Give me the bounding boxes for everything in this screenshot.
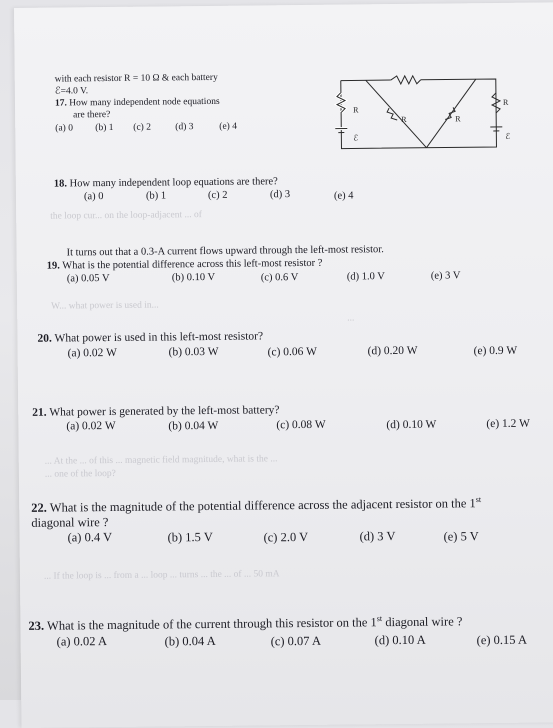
ghost-text: W... what power is used in... xyxy=(51,302,159,313)
superscript: st xyxy=(377,614,383,623)
q17-option-a[interactable]: (a) 0 xyxy=(55,124,73,134)
q20-option-a[interactable]: (a) 0.02 W xyxy=(68,348,117,360)
q18-option-e[interactable]: (e) 4 xyxy=(334,191,354,202)
q18-option-a[interactable]: (a) 0 xyxy=(84,192,104,203)
ghost-text: ... At the ... of this ... magnetic field magnitude, what is the ... xyxy=(45,455,278,467)
ghost-text: the loop cur... on the loop-adjacent ... of xyxy=(50,211,202,222)
question-number: 19. xyxy=(47,261,60,272)
ghost-text: ... one of the loop? xyxy=(45,470,116,480)
question-17-cont: are there? xyxy=(73,111,110,121)
q22-option-e[interactable]: (e) 5 V xyxy=(443,530,478,543)
q21-option-d[interactable]: (d) 0.10 W xyxy=(386,420,436,432)
superscript: st xyxy=(476,495,482,504)
question-18 xyxy=(54,177,278,190)
q22-option-b[interactable]: (b) 1.5 V xyxy=(167,531,212,544)
q17-option-d[interactable]: (d) 3 xyxy=(175,123,193,133)
q22-option-a[interactable]: (a) 0.4 V xyxy=(67,531,112,544)
q21-option-c[interactable]: (c) 0.08 W xyxy=(276,420,325,432)
q19-option-c[interactable]: (c) 0.6 V xyxy=(261,273,299,284)
label-e-left: ℰ xyxy=(353,133,358,142)
q17-option-c[interactable]: (c) 2 xyxy=(133,124,151,134)
q21-option-a[interactable]: (a) 0.02 W xyxy=(66,421,115,433)
q18-option-b[interactable]: (b) 1 xyxy=(146,191,166,202)
exam-page xyxy=(14,2,553,728)
circuit-diagram xyxy=(331,69,522,161)
question-17 xyxy=(55,98,220,109)
question-text-cont: diagonal wire ? xyxy=(385,614,462,629)
question-text: How many independent node equations xyxy=(69,97,219,109)
question-22 xyxy=(31,497,481,514)
q19-option-e[interactable]: (e) 3 V xyxy=(431,271,461,282)
q19-option-d[interactable]: (d) 1.0 V xyxy=(347,272,385,283)
question-text: What is the magnitude of the potential difference across the adjacent resistor on the 1 xyxy=(50,496,476,514)
q22-option-d[interactable]: (d) 3 V xyxy=(359,530,395,543)
label-r-diag-right: R xyxy=(455,114,461,123)
label-r-left: R xyxy=(353,105,359,114)
question-text: How many independent loop equations are there? xyxy=(70,176,278,189)
q23-option-d[interactable]: (d) 0.10 A xyxy=(375,634,426,647)
q22-option-c[interactable]: (c) 2.0 V xyxy=(263,531,308,544)
q20-option-b[interactable]: (b) 0.03 W xyxy=(169,347,219,359)
q23-option-e[interactable]: (e) 0.15 A xyxy=(477,634,527,647)
question-20 xyxy=(37,331,263,345)
question-number: 21. xyxy=(32,407,46,419)
q18-option-d[interactable]: (d) 3 xyxy=(270,190,290,201)
question-text: What power is used in this left-most resistor? xyxy=(54,330,263,344)
context-text: It turns out that a 0.3-A current flows upward through the left-most resistor. xyxy=(67,245,384,259)
question-19 xyxy=(47,259,323,272)
q17-option-e[interactable]: (e) 4 xyxy=(219,123,237,133)
question-number: 23. xyxy=(28,619,44,633)
q20-option-e[interactable]: (e) 0.9 W xyxy=(474,346,518,358)
label-e-right: ℰ xyxy=(505,132,510,141)
question-21 xyxy=(32,405,279,419)
q18-option-c[interactable]: (c) 2 xyxy=(208,191,228,202)
question-number: 22. xyxy=(31,501,47,515)
q21-option-e[interactable]: (e) 1.2 W xyxy=(486,419,530,431)
q19-option-b[interactable]: (b) 0.10 V xyxy=(172,273,215,284)
question-number: 18. xyxy=(54,178,67,189)
q19-option-a[interactable]: (a) 0.05 V xyxy=(67,274,110,285)
question-number: 20. xyxy=(37,333,51,345)
question-text: What is the potential difference across this left-most resistor ? xyxy=(62,258,322,272)
intro-line-2: ℰ=4.0 V. xyxy=(55,87,88,97)
q23-option-c[interactable]: (c) 0.07 A xyxy=(271,635,321,648)
q17-option-b[interactable]: (b) 1 xyxy=(95,124,113,134)
question-22-cont: diagonal wire ? xyxy=(31,516,108,529)
label-r-right: R xyxy=(503,98,509,107)
question-23 xyxy=(28,615,462,632)
label-r-diag-left: R xyxy=(401,115,407,124)
q23-option-a[interactable]: (a) 0.02 A xyxy=(57,635,107,648)
q21-option-b[interactable]: (b) 0.04 W xyxy=(168,421,218,433)
q20-option-d[interactable]: (d) 0.20 W xyxy=(368,346,418,358)
q20-option-c[interactable]: (c) 0.06 W xyxy=(268,347,317,359)
ghost-text: ... xyxy=(347,314,354,324)
question-text: What is the magnitude of the current through this resistor on the 1 xyxy=(47,615,377,632)
intro-line-1: with each resistor R = 10 Ω & each battery xyxy=(55,74,218,85)
ghost-text: ... If the loop is ... from a ... loop ... turns ... the ... of ... 50 mA xyxy=(44,570,280,582)
question-number: 17. xyxy=(55,98,67,108)
q23-option-b[interactable]: (b) 0.04 A xyxy=(165,635,216,648)
question-text: What power is generated by the left-most battery? xyxy=(49,404,279,418)
